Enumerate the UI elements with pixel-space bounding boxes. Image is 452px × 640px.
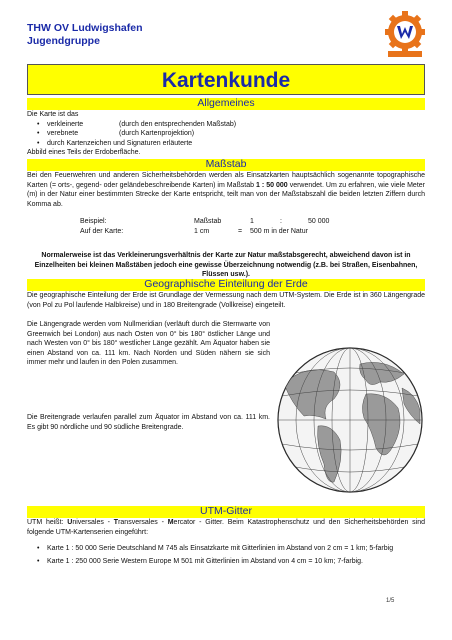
list-item: • verkleinerte (durch den entsprechenden Maßstab) (37, 120, 425, 130)
massstab-note: Normalerweise ist das Verkleinerungsverhältnis der Karte zur Natur maßstabsgerecht, abweichend davon ist in Einzelheiten bei kleinen Maßstäben jedoch eine gewisse Überzeichnung notwendig (z.B. bei Straßen, Eisenbahnen, Flüssen usw.). (34, 252, 418, 278)
globe-icon (274, 344, 426, 496)
thw-logo-icon (384, 10, 426, 58)
utm-paragraph: UTM heißt: Universales - Transversales - Mercator - Gitter. Beim Katastrophenschutz und den Sicherheitsbehörden sind folgende UTM-Kartenserien eingeführt: (27, 519, 425, 536)
utm-list (27, 544, 425, 566)
massstab-example (80, 217, 410, 236)
geo-paragraph-1: Die geographische Einteilung der Erde ist Grundlage der Vermessung nach dem UTM-System. Die Erde ist in 360 Längengrade (von Pol zu Pol laufende Halbkreise) und in 180 Breitengrade (Vollkreise) eingeteilt. (27, 292, 425, 309)
geo-paragraph-2: Die Längengrade werden vom Nullmeridian (verläuft durch die Sternwarte von Greenwich bei London) aus nach Osten von 0° bis 180° östlicher Länge und nach Westen von 0° bis 180° westlicher Länge gezählt. Am Äquator haben sie einen Abstand von ca. 111 km. Nach Norden und Süden nähern sie sich immer mehr und laufen in den Polen zusammen. (27, 321, 270, 366)
map-row: Auf der Karte: 1 cm = 500 m in der Natur (80, 227, 308, 235)
outro-text: Abbild eines Teils der Erdoberfläche. (27, 149, 141, 156)
page-number: 1/5 (386, 598, 395, 604)
section-heading-utm: UTM-Gitter (27, 506, 425, 518)
list-item: • Karte 1 : 50 000 Serie Deutschland M 745 als Einsatzkarte mit Gitterlinien im Abstand von 2 cm = 1 km; 5-farbig (37, 544, 425, 554)
list-item: • Karte 1 : 250 000 Serie Western Europe M 501 mit Gitterlinien im Abstand von 4 cm = 10 km; 7-farbig. (37, 557, 425, 567)
example-row: Beispiel: Maßstab 1 : 50 000 (80, 218, 330, 225)
intro-text: Die Karte ist das (27, 111, 79, 118)
page-title (27, 64, 425, 95)
section-body-allgemeines (27, 110, 425, 158)
org-name: THW OV Ludwigshafen (27, 22, 143, 34)
page-title-text: Kartenkunde (161, 69, 291, 92)
section-heading-massstab: Maßstab (27, 159, 425, 171)
geo-paragraph-3: Die Breitengrade verlaufen parallel zum Äquator im Abstand von ca. 111 km. Es gibt 90 nördliche und 90 südliche Breitengrade. (27, 414, 270, 431)
org-group: Jugendgruppe (27, 35, 100, 47)
definition-list (27, 120, 425, 149)
section-heading-allgemeines: Allgemeines (27, 98, 425, 110)
massstab-paragraph: Bei den Feuerwehren und anderen Sicherheitsbehörden werden als Einsatzkarten hauptsächlich sogenannte topographische Karten (= orts-, gegend- oder geländebeschreibende Karten) im Maßstab 1 : 50 000 verwendet. Um zu erfahren, wie viele Meter (m) in der Natur einer bestimmten Strecke der Karte entspricht, teilt man von der Maßstabszahl die beiden letzten Ziffern durch Komma ab. (27, 172, 425, 208)
organization-header (27, 22, 143, 48)
list-item: • verebnete (durch Kartenprojektion) (37, 129, 425, 139)
section-heading-geo: Geographische Einteilung der Erde (27, 279, 425, 291)
list-item: • durch Kartenzeichen und Signaturen erläuterte (37, 139, 425, 149)
